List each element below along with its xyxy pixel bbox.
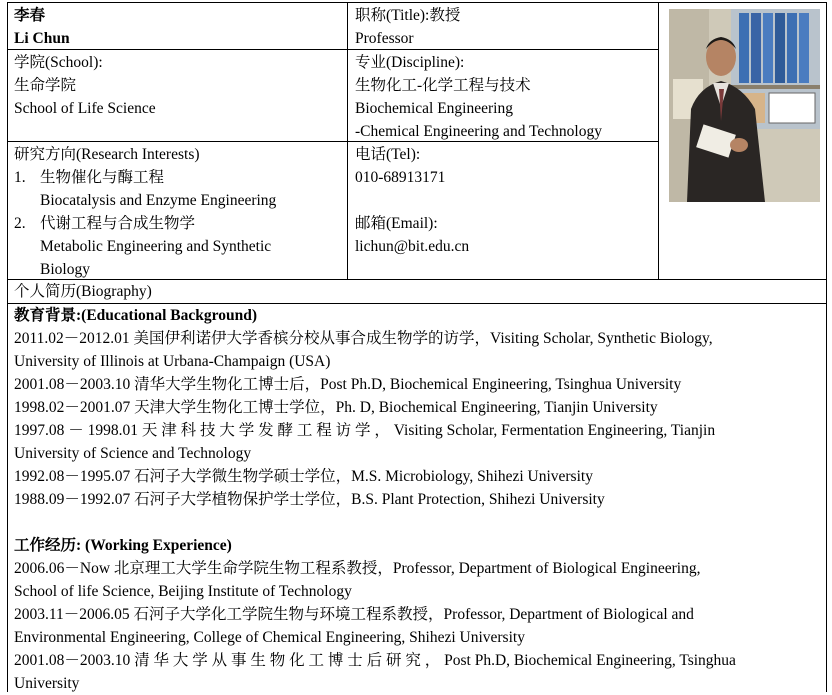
discipline-cell [355,51,602,143]
name-en: Li Chun [14,30,70,47]
discipline-label: 专业(Discipline): [355,54,465,71]
tel-label: 电话(Tel): [355,146,421,163]
contact-cell [355,143,469,258]
research-item-2-num: 2. [14,215,26,232]
research-label: 研究方向(Research Interests) [14,146,200,163]
research-item-1-num: 1. [14,169,26,186]
table-border-top [7,2,827,3]
biography-label-cell [14,280,152,303]
work-line: 2006.06－Now 北京理工大学生命学院生物工程系教授，Professor, Department of Biological Engineering, [14,560,701,577]
research-cell [14,143,276,281]
education-line: University of Illinois at Urbana-Champaign (USA) [14,353,331,370]
biography-content [14,304,820,695]
email-value[interactable]: lichun@bit.edu.cn [355,238,470,255]
education-line: 1988.09－1992.07 石河子大学植物保护学士学位，B.S. Plant Protection, Shihezi University [14,491,605,508]
row-divider-1 [7,49,658,50]
school-cell [14,51,156,120]
title-label: 职称(Title):教授 [355,7,461,24]
research-item-2-cn: 2. 代谢工程与合成生物学 [14,212,276,235]
education-line: 1997.08 － 1998.01 天 津 科 技 大 学 发 酵 工 程 访 学 ， Visiting Scholar, Fermentation Engineering, Tianjin [14,422,716,439]
discipline-cn: 生物化工-化学工程与技术 [355,77,531,94]
school-label: 学院(School): [14,54,103,71]
work-line: 2003.11－2006.05 石河子大学化工学院生物与环境工程系教授，Professor, Department of Biological and [14,606,694,623]
school-en: School of Life Science [14,100,156,117]
email-label: 邮箱(Email): [355,215,438,232]
research-item-2-en-2: Biology [40,261,90,278]
research-item-1-cn: 1. 生物催化与酶工程 [14,166,276,189]
col-divider-2 [658,2,659,279]
name-cell [14,4,70,50]
biography-label: 个人简历(Biography) [14,283,152,300]
education-line: University of Science and Technology [14,445,252,462]
education-line: 1992.08－1995.07 石河子大学微生物学硕士学位，M.S. Microbiology, Shihezi University [14,468,593,485]
work-heading: 工作经历: (Working Experience) [14,537,232,554]
work-line: School of life Science, Beijing Institute of Technology [14,583,352,600]
education-line: 2001.08－2003.10 清华大学生物化工博士后，Post Ph.D, Biochemical Engineering, Tsinghua University [14,376,682,393]
tel-value: 010-68913171 [355,169,446,186]
school-cn: 生命学院 [14,77,77,94]
table-border-left [7,2,8,692]
profile-photo [669,9,820,202]
work-line: University [14,675,80,692]
research-item-1-en: Biocatalysis and Enzyme Engineering [40,192,277,209]
name-cn: 李春 [14,7,46,24]
discipline-en-2: -Chemical Engineering and Technology [355,123,602,140]
research-item-2-en-1: Metabolic Engineering and Synthetic [40,238,272,255]
title-cell [355,4,460,50]
education-line: 2011.02－2012.01 美国伊利诺伊大学香槟分校从事合成生物学的访学，Visiting Scholar, Synthetic Biology, [14,330,713,347]
title-value: Professor [355,30,414,47]
education-heading: 教育背景:(Educational Background) [14,307,258,324]
work-line: 2001.08－2003.10 清 华 大 学 从 事 生 物 化 工 博 士 后 研 究 ， Post Ph.D, Biochemical Engineering, Tsinghua [14,652,736,669]
table-border-right [826,2,827,692]
education-line: 1998.02－2001.07 天津大学生物化工博士学位，Ph. D, Biochemical Engineering, Tianjin University [14,399,658,416]
work-line: Environmental Engineering, College of Chemical Engineering, Shihezi University [14,629,525,646]
discipline-en-1: Biochemical Engineering [355,100,513,117]
